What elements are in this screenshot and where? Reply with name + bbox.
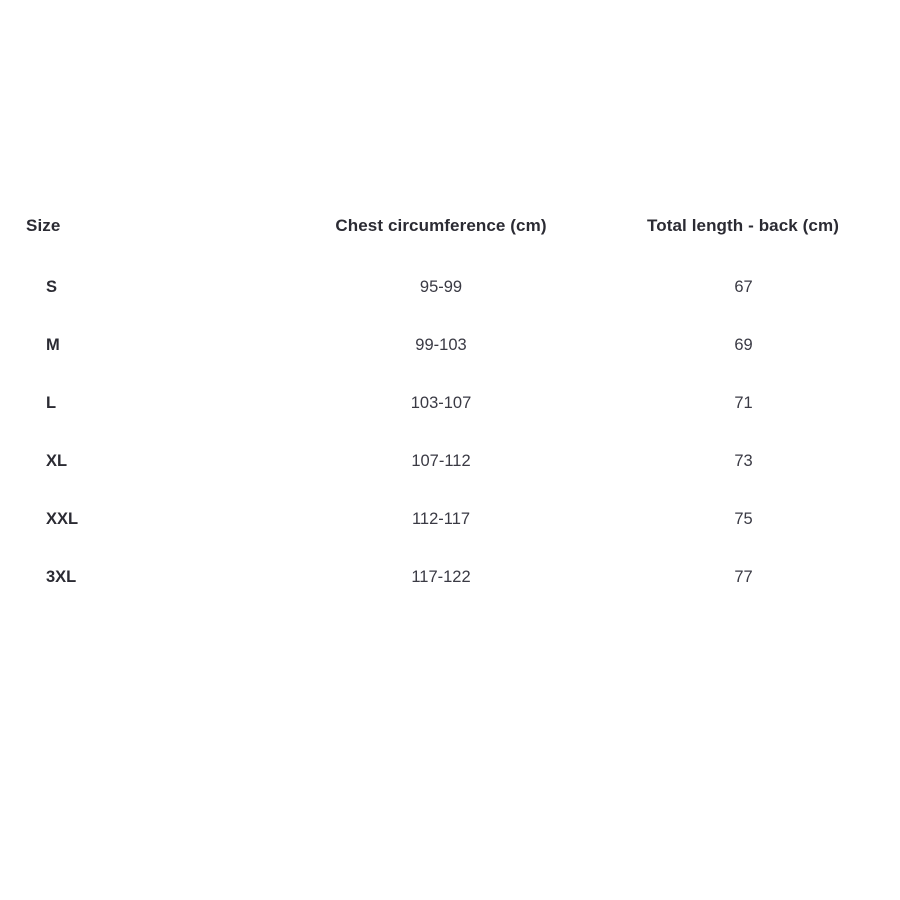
cell-length: 69 bbox=[734, 335, 753, 354]
cell-length: 75 bbox=[734, 509, 753, 528]
cell-size: XXL bbox=[46, 509, 79, 528]
table-row bbox=[26, 258, 888, 316]
cell-size: XL bbox=[46, 451, 68, 470]
column-header-size: Size bbox=[26, 216, 61, 235]
size-chart-table bbox=[26, 216, 888, 606]
cell-chest: 117-122 bbox=[411, 567, 471, 586]
cell-size: M bbox=[46, 335, 60, 354]
table-row bbox=[26, 548, 888, 606]
cell-chest: 107-112 bbox=[411, 451, 471, 470]
table-row bbox=[26, 316, 888, 374]
table-row bbox=[26, 490, 888, 548]
cell-chest: 103-107 bbox=[410, 393, 472, 412]
table-header-row bbox=[26, 216, 888, 258]
column-header-length: Total length - back (cm) bbox=[647, 216, 839, 235]
cell-chest: 112-117 bbox=[411, 509, 471, 528]
cell-length: 67 bbox=[734, 277, 753, 296]
cell-size: 3XL bbox=[46, 567, 77, 586]
table-body bbox=[26, 258, 888, 606]
cell-length: 73 bbox=[734, 451, 753, 470]
cell-size: S bbox=[46, 277, 58, 296]
cell-chest: 95-99 bbox=[419, 277, 463, 296]
table-row bbox=[26, 374, 888, 432]
cell-length: 77 bbox=[734, 567, 753, 586]
cell-length: 71 bbox=[734, 393, 753, 412]
column-header-chest: Chest circumference (cm) bbox=[335, 216, 547, 235]
table-row bbox=[26, 432, 888, 490]
cell-chest: 99-103 bbox=[415, 335, 467, 354]
table-header bbox=[26, 216, 888, 258]
cell-size: L bbox=[46, 393, 57, 412]
